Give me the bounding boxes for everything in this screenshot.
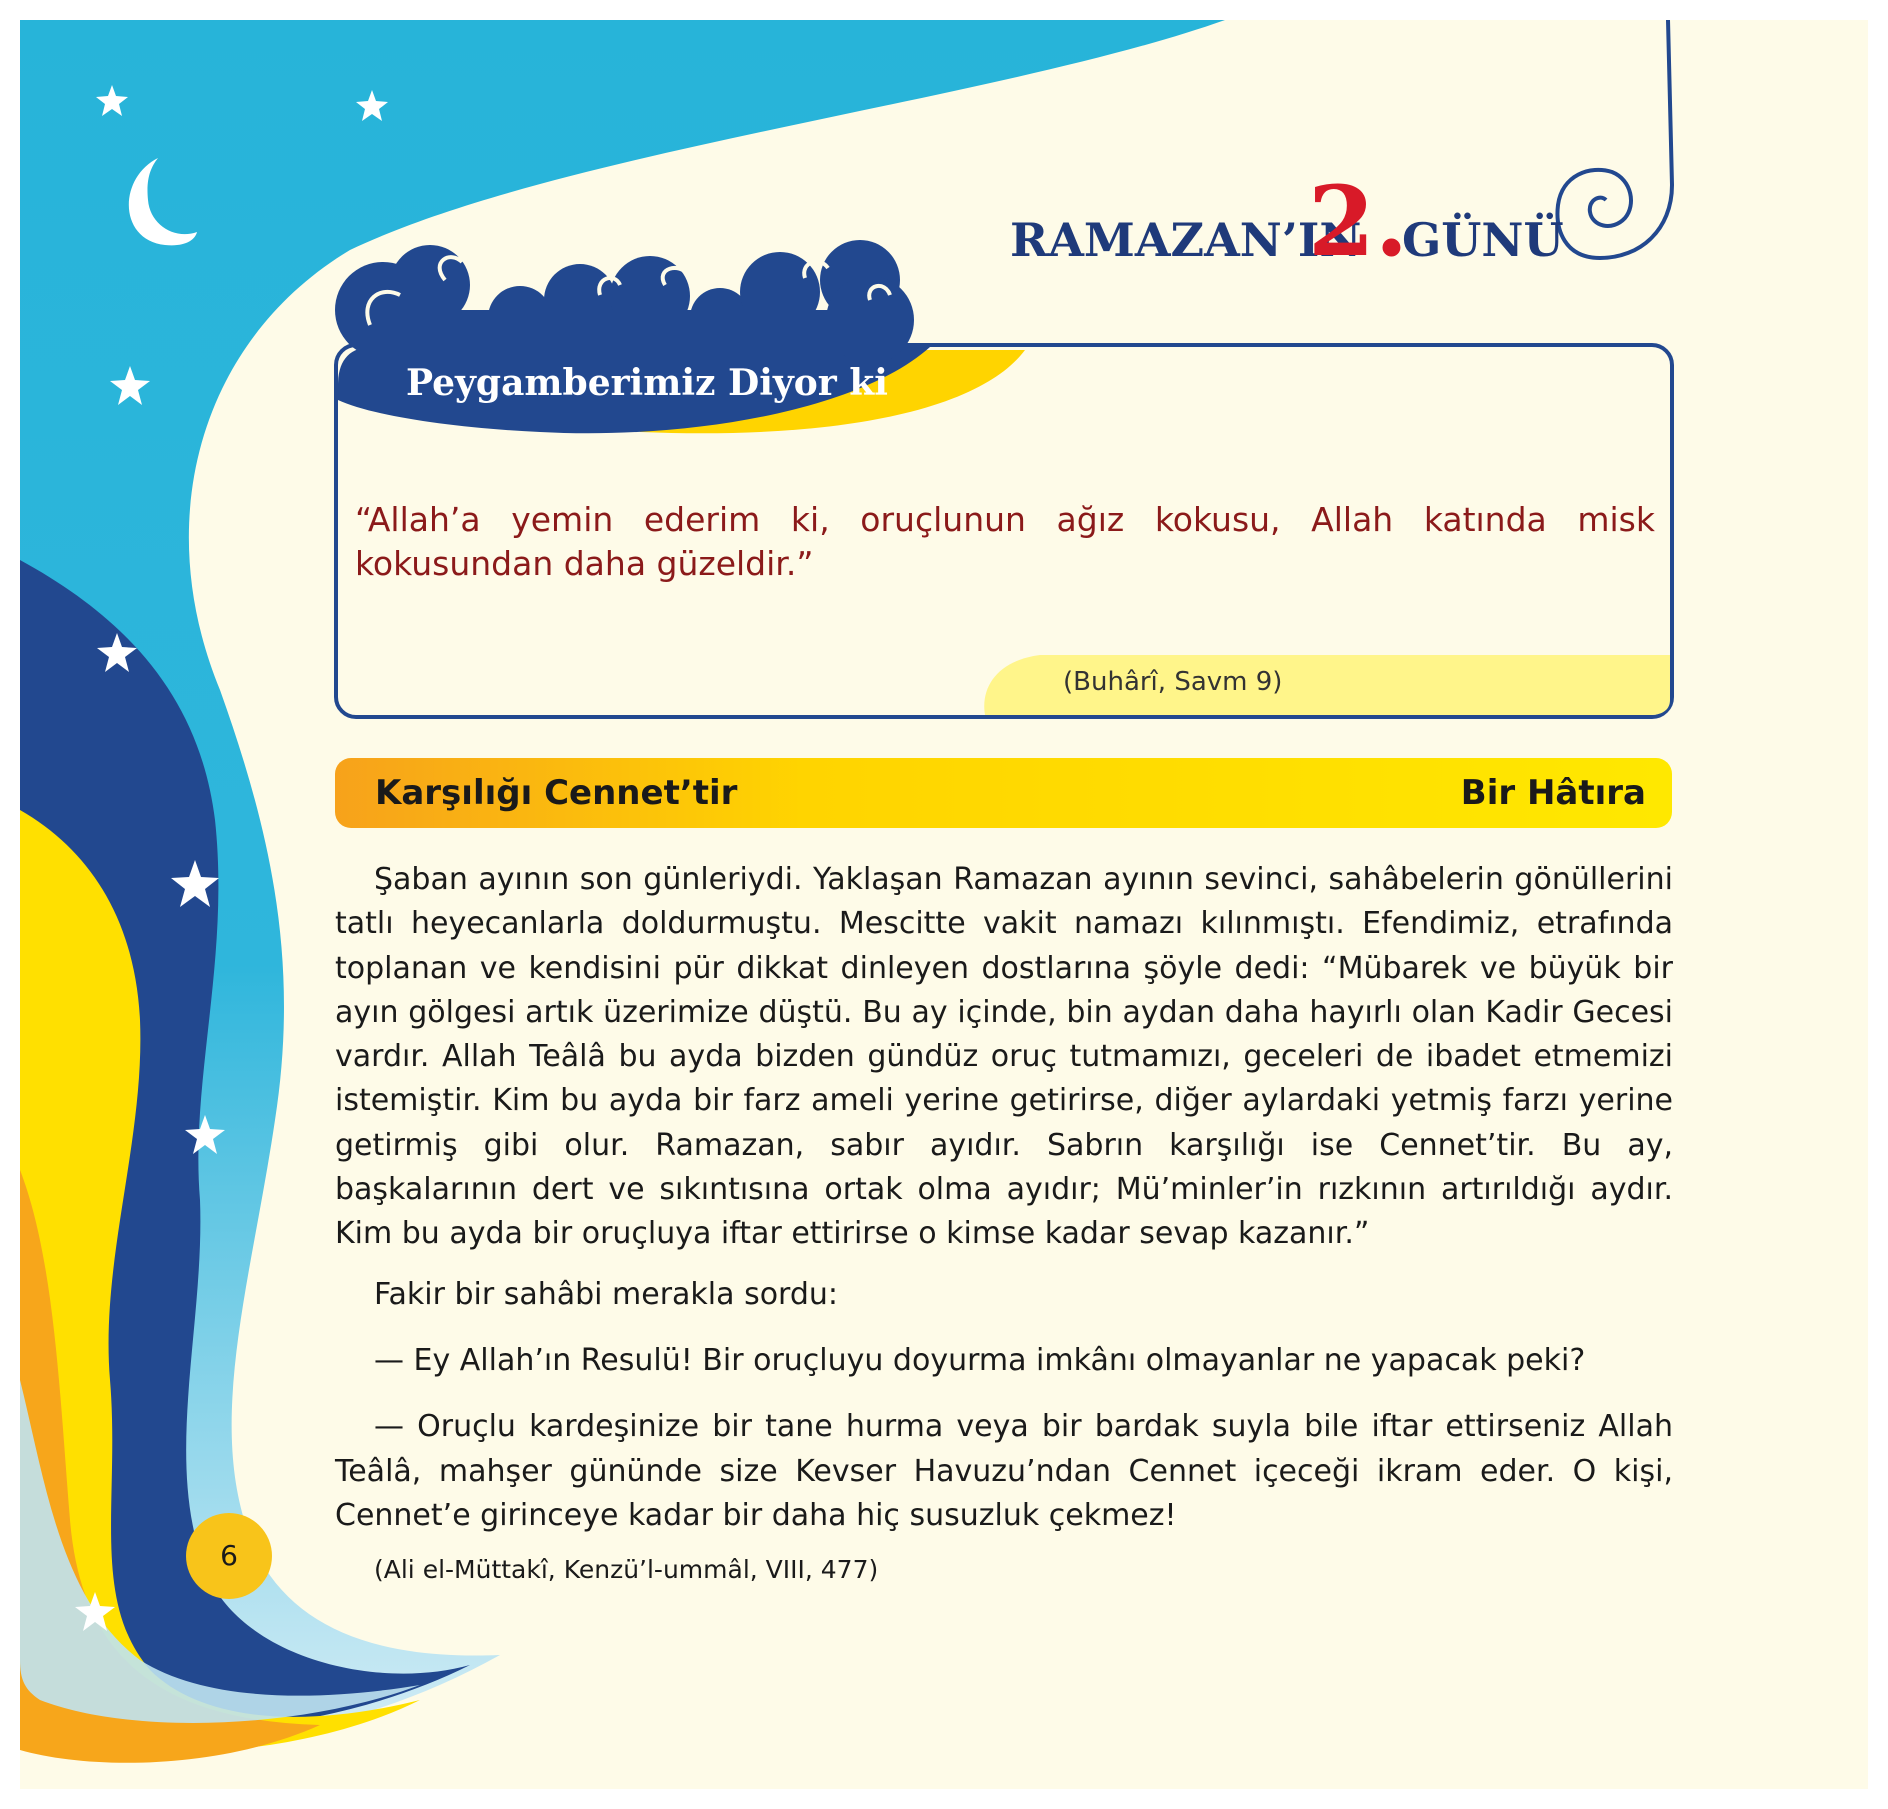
- title-suffix: GÜNÜ: [1402, 213, 1564, 267]
- hadith-label: Peygamberimiz Diyor ki: [406, 362, 888, 404]
- hadith-source: (Buhârî, Savm 9): [1063, 667, 1283, 697]
- page-number: 6: [186, 1513, 272, 1599]
- story-source: (Ali el-Müttakî, Kenzü’l-ummâl, VIII, 477): [374, 1555, 879, 1585]
- story-paragraph: — Oruçlu kardeşinize bir tane hurma veya bir bardak suyla bile iftar ettirseniz Allah Teâlâ, mahşer gününde size Kevser Havuzu’ndan Cennet içeceği ikram eder. O kişi, Cennet’e girinceye kadar bir daha hiç susuzluk çekmez!: [335, 1409, 1673, 1533]
- story-body: [335, 858, 1673, 1592]
- story-paragraph: — Ey Allah’ın Resulü! Bir oruçluyu doyurma imkânı olmayanlar ne yapacak peki?: [374, 1342, 1586, 1378]
- section-category: Bir Hâtıra: [1460, 773, 1646, 813]
- title-prefix: RAMAZAN’IN: [1010, 213, 1362, 267]
- page-title: [1010, 165, 1564, 278]
- title-day-number: 2.: [1308, 165, 1409, 278]
- story-paragraph: Şaban ayının son günleriydi. Yaklaşan Ramazan ayının sevinci, sahâbelerin gönüllerini tatlı heyecanlarla doldurmuştu. Mescitte vakit namazı kılınmıştı. Efendimiz, etrafında toplanan ve kendisini pür dikkat dinleyen dostlarına şöyle dedi: “Mübarek ve büyük bir ayın gölgesi artık üzerimize düştü. Bu ay içinde, bin aydan daha hayırlı olan Kadir Gecesi vardır. Allah Teâlâ bu ayda bizden gündüz oruç tutmamızı, geceleri de ibadet etmemizi istemiştir. Kim bu ayda bir farz ameli yerine getirirse, diğer aylardaki yetmiş farzı yerine getirmiş gibi olur. Ramazan, sabır ayıdır. Sabrın karşılığı ise Cennet’tir. Bu ay, başkalarının dert ve sıkıntısına ortak olma ayıdır; Mü’minler’in rızkının artırıldığı aydır. Kim bu ayda bir oruçluya iftar ettirirse o kimse kadar sevap kazanır.”: [335, 862, 1673, 1252]
- hadith-quote: “Allah’a yemin ederim ki, oruçlunun ağız kokusu, Allah katında misk kokusundan daha güzeldir.”: [355, 500, 1655, 583]
- section-title: Karşılığı Cennet’tir: [375, 773, 738, 813]
- story-paragraph: Fakir bir sahâbi merakla sordu:: [374, 1276, 839, 1312]
